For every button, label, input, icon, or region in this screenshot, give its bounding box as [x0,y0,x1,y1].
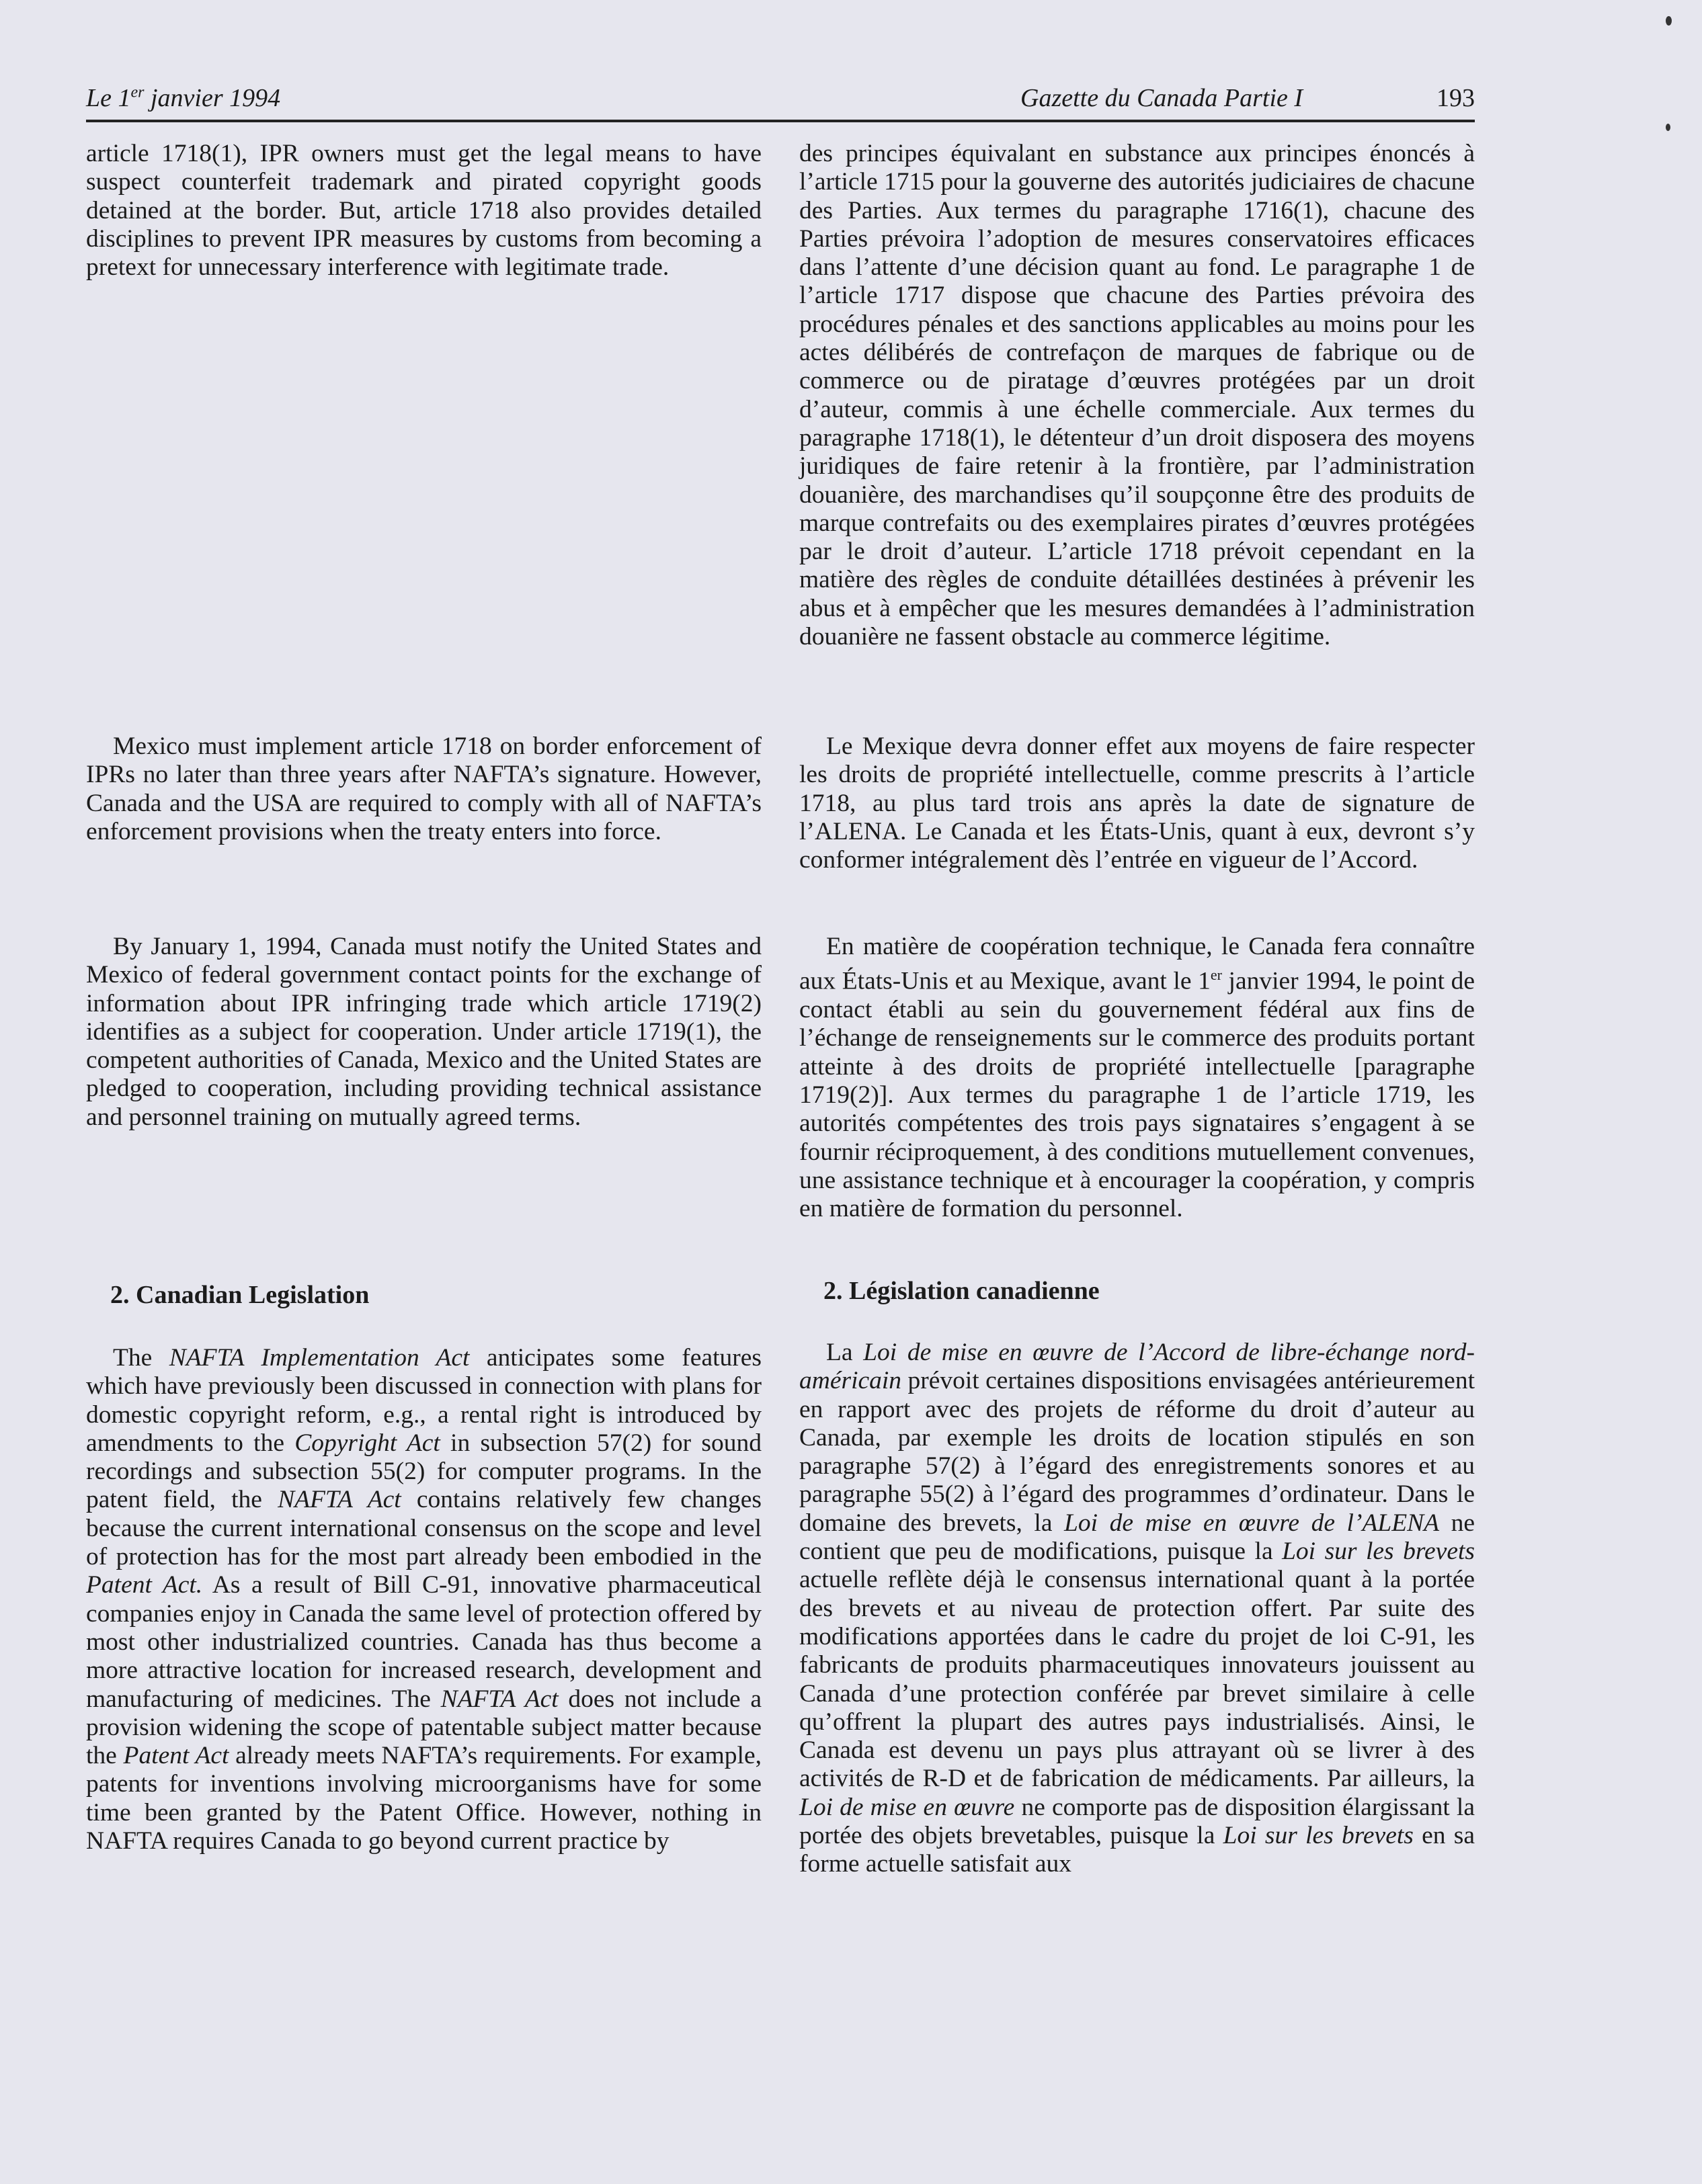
header-date: Le 1er janvier 1994 [86,83,281,112]
fr-paragraph-1: des principes équivalant en substance aux principes énoncés à l’article 1715 pour la gouverne des autorités judiciaires de chacune des Parties. Aux termes du paragraphe 1716(1), chacune des Parties prévoira l’adoption de mesures conservatoires efficaces dans l’attente d’une décision quant au fond. Le paragraphe 1 de l’article 1717 dispose que chacune des Parties prévoira des procédures pénales et des sanctions applicables au moins pour les actes délibérés de contrefaçon de marques de fabrique ou de commerce ou de piratage d’œuvres protégées par un droit d’auteur, commis à une échelle commerciale. Aux termes du paragraphe 1718(1), le détenteur d’un droit disposera des moyens juridiques de faire retenir à la frontière, par l’administration douanière, des marchandises qu’il soupçonne être des produits de marque contrefaits ou des exemplaires pirates d’œuvres protégées par le droit d’auteur. L’article 1718 prévoit cependant en la matière des règles de conduite détaillées destinées à prévenir les abus et à empêcher que les mesures demandées à l’administration douanière ne fassent obstacle au commerce légitime. [799,140,1475,651]
en-paragraph-3: By January 1, 1994, Canada must notify the United States and Mexico of federal government contact points for the exchange of information about IPR infringing trade which article 1719(2) identifies as a subject for cooperation. Under article 1719(1), the competent authorities of Canada, Mexico and the United States are pledged to cooperation, including providing technical assistance and personnel training on mutually agreed terms. [86,933,762,1131]
en-paragraph-1: article 1718(1), IPR owners must get the legal means to have suspect counterfeit trademark and pirated copyright goods detained at the border. But, article 1718 also provides detailed disciplines to prevent IPR measures by customs from becoming a pretext for unnecessary interference with legitimate trade. [86,140,762,282]
fr-paragraph-4: La Loi de mise en œuvre de l’Accord de libre-échange nord-américain prévoit certaines dispositions envisagées antérieurement en rapport avec des projets de réforme du droit d’auteur au Canada, par exemple les droits de location stipulés en son paragraphe 57(2) à l’égard des enregistrements sonores et au paragraphe 55(2) à l’égard des programmes d’ordinateur. Dans le domaine des brevets, la Loi de mise en œuvre de l’ALENA ne contient que peu de modifications, puisque la Loi sur les brevets actuelle reflète déjà le consensus international quant à la portée des brevets et au niveau de protection offert. Par suite des modifications apportées dans le cadre du projet de loi C-91, les fabricants de produits pharmaceutiques innovateurs jouissent au Canada d’une protection conférée par brevet similaire à celle qu’offrent la plupart des autres pays industrialisés. Ainsi, le Canada est devenu un pays plus attrayant où se livrer à des activités de R-D et de fabrication de médicaments. Par ailleurs, la Loi de mise en œuvre ne comporte pas de disposition élargissant la portée des objets brevetables, puisque la Loi sur les brevets en sa forme actuelle satisfait aux [799,1339,1475,1878]
page-header [86,79,1475,122]
fr-paragraph-3: En matière de coopération technique, le Canada fera connaître aux États-Unis et au Mexique, avant le 1er janvier 1994, le point de contact établi au sein du gouvernement fédéral aux fins de l’échange de renseignements sur le commerce des produits portant atteinte à des droits de propriété intellectuelle [paragraphe 1719(2)]. Aux termes du paragraphe 1 de l’article 1719, les autorités compétentes des trois pays signataires s’engagent à se fournir réciproquement, à des conditions mutuellement convenues, une assistance technique et à encourager la coopération, y compris en matière de formation du personnel. [799,933,1475,1223]
speck [1666,124,1670,131]
en-paragraph-4: The NAFTA Implementation Act anticipates some features which have previously been discussed in connection with plans for domestic copyright reform, e.g., a rental right is introduced by amendments to the Copyright Act in subsection 57(2) for sound recordings and subsection 55(2) for computer programs. In the patent field, the NAFTA Act contains relatively few changes because the current international consensus on the scope and level of protection has for the most part already been embodied in the Patent Act. As a result of Bill C-91, innovative pharmaceutical companies enjoy in Canada the same level of protection offered by most other industrialized countries. Canada has thus become a more attractive location for increased research, development and manufacturing of medicines. The NAFTA Act does not include a provision widening the scope of patentable subject matter because the Patent Act already meets NAFTA’s requirements. For example, patents for inventions involving microorganisms have for some time been granted by the Patent Office. However, nothing in NAFTA requires Canada to go beyond current practice by [86,1344,762,1855]
page-number: 193 [1436,84,1475,112]
speck [1666,16,1672,26]
fr-section-heading: 2. Législation canadienne [823,1277,1100,1305]
en-paragraph-2: Mexico must implement article 1718 on border enforcement of IPRs no later than three years after NAFTA’s signature. However, Canada and the USA are required to comply with all of NAFTA’s enforcement provisions when the treaty enters into force. [86,732,762,845]
header-publication: Gazette du Canada Partie I [1020,84,1303,112]
fr-paragraph-2: Le Mexique devra donner effet aux moyens de faire respecter les droits de propriété intellectuelle, comme prescrits à l’article 1718, au plus tard trois ans après la date de signature de l’ALENA. Le Canada et les États-Unis, quant à eux, devront s’y conformer intégralement dès l’entrée en vigueur de l’Accord. [799,732,1475,874]
en-section-heading: 2. Canadian Legislation [110,1281,370,1309]
